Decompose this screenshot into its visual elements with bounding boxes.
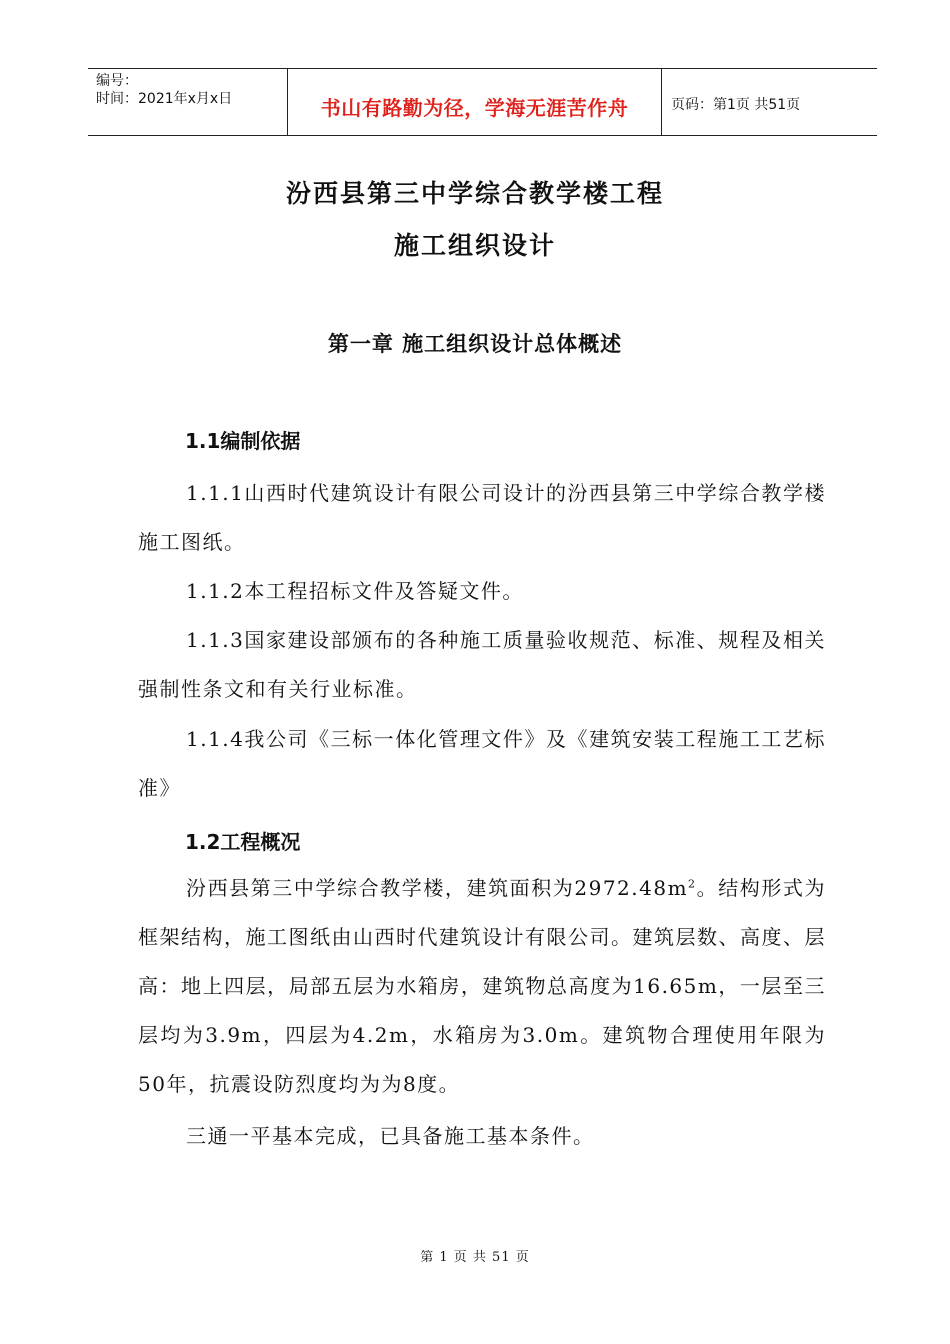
paragraph-site-conditions: 三通一平基本完成，已具备施工基本条件。 (186, 1124, 595, 1148)
document-title-line2: 施工组织设计 (393, 231, 556, 260)
header-page-cell (662, 69, 877, 135)
document-number-label: 编号： (96, 73, 138, 89)
document-time-label: 时间：2021年x月x日 (96, 91, 233, 107)
chapter-heading: 第一章 施工组织设计总体概述 (327, 331, 623, 356)
paragraph-1-1-3: 1.1.3国家建设部颁布的各种施工质量验收规范、标准、规程及相关强制性条文和有关行业标准。 (138, 628, 826, 701)
paragraph-1-1-4: 1.1.4我公司《三标一体化管理文件》及《建筑安装工程施工工艺标准》 (138, 727, 826, 800)
overview-text-b: 。结构形式为框架结构，施工图纸由山西时代建筑设计有限公司。建筑层数、高度、层高：地上四层，局部五层为水箱房，建筑物总高度为16.65m，一层至三层均为3.9m，四层为4.2m，水箱房为3.0m。建筑物合理使用年限为50年，抗震设防烈度均为为8度。 (138, 876, 827, 1096)
page-footer: 第 1 页 共 51 页 (420, 1250, 530, 1265)
paragraph-1-1-2: 1.1.2本工程招标文件及答疑文件。 (186, 579, 524, 603)
header-page-info: 页码：第1页 共51页 (671, 97, 801, 113)
section-heading-1-2: 1.2工程概况 (185, 830, 301, 854)
paragraph-1-1-1: 1.1.1山西时代建筑设计有限公司设计的汾西县第三中学综合教学楼施工图纸。 (138, 481, 826, 554)
header-motto: 书山有路勤为径，学海无涯苦作舟 (320, 96, 629, 120)
area-unit-superscript: 2 (688, 877, 697, 891)
paragraph-project-overview (138, 864, 826, 1109)
document-title-line1: 汾西县第三中学综合教学楼工程 (285, 179, 664, 208)
header-motto-cell (288, 69, 662, 135)
overview-text-a: 汾西县第三中学综合教学楼，建筑面积为2972.48m (186, 876, 689, 900)
header-table (88, 68, 877, 136)
section-heading-1-1: 1.1编制依据 (185, 429, 301, 453)
header-meta-cell (88, 69, 288, 135)
